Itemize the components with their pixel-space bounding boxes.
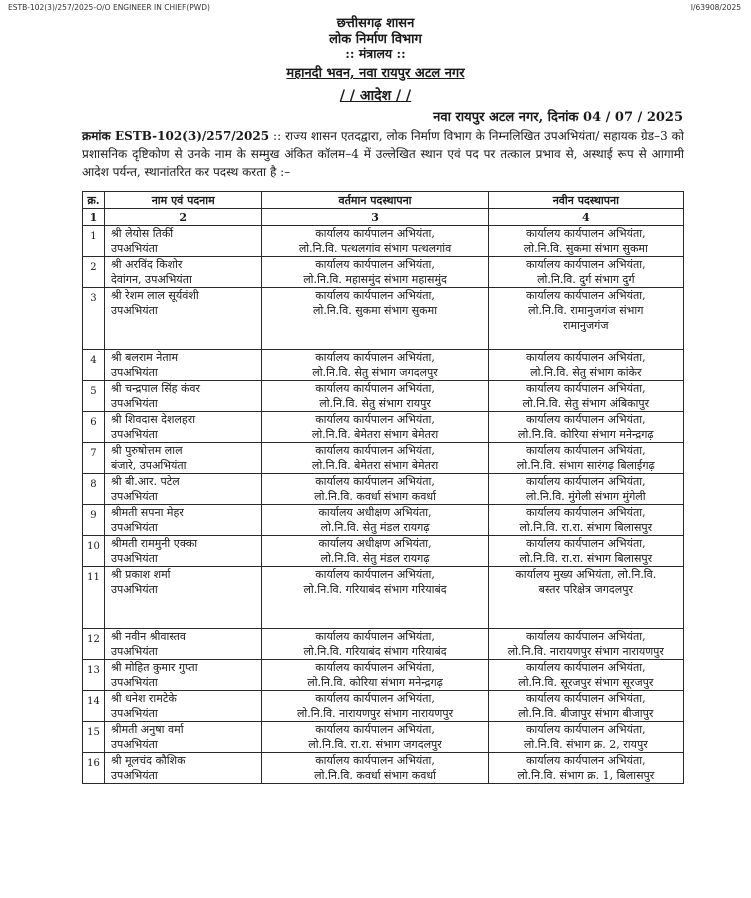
employee-cell xyxy=(104,381,262,412)
new-division: लो.नि.वि. संभाग क्र. 1, बिलासपुर xyxy=(517,769,655,782)
new-office: कार्यालय मुख्य अभियंता, लो.नि.वि. xyxy=(515,568,657,581)
new-office: कार्यालय कार्यपालन अभियंता, xyxy=(525,723,646,736)
table-row xyxy=(83,257,684,288)
serial-number: 9 xyxy=(83,505,105,536)
new-office: कार्यालय कार्यपालन अभियंता, xyxy=(525,258,646,271)
current-office: कार्यालय कार्यपालन अभियंता, xyxy=(315,630,435,643)
col-header-current: वर्तमान पदस्थापना xyxy=(262,192,488,209)
employee-designation: उपअभियंता xyxy=(110,769,158,782)
current-posting-cell xyxy=(262,412,488,443)
table-row xyxy=(83,722,684,753)
table-row xyxy=(83,412,684,443)
current-division: लो.नि.वि. सेतु मंडल रायगढ़ xyxy=(320,521,430,534)
current-division: लो.नि.वि. सेतु संभाग रायपुर xyxy=(319,397,431,410)
serial-number: 8 xyxy=(83,474,105,505)
current-division: लो.नि.वि. गरियाबंद संभाग गरियाबंद xyxy=(303,583,447,596)
current-office: कार्यालय कार्यपालन अभियंता, xyxy=(315,413,435,426)
new-posting-cell xyxy=(488,257,683,288)
new-office: कार्यालय कार्यपालन अभियंता, xyxy=(525,351,646,364)
current-office: कार्यालय अधीक्षण अभियंता, xyxy=(318,506,432,519)
document-reference: ESTB-102(3)/257/2025-O/O ENGINEER IN CHIEF(PWD) xyxy=(8,3,210,12)
current-posting-cell xyxy=(262,722,488,753)
col-number: 1 xyxy=(83,209,105,226)
new-division: लो.नि.वि. संभाग क्र. 2, रायपुर xyxy=(523,738,648,751)
new-division: लो.नि.वि. रामानुजगंज संभाग xyxy=(528,304,644,317)
current-posting-cell xyxy=(262,567,488,629)
table-row xyxy=(83,567,684,629)
employee-designation: उपअभियंता xyxy=(110,738,158,751)
current-posting-cell xyxy=(262,536,488,567)
current-office: कार्यालय कार्यपालन अभियंता, xyxy=(315,258,435,271)
employee-cell xyxy=(104,505,262,536)
current-posting-cell xyxy=(262,226,488,257)
employee-name: श्रीमती अनुषा वर्मा xyxy=(110,723,184,736)
new-division-cont: रामानुजगंज xyxy=(563,319,609,332)
transfer-table xyxy=(82,191,684,784)
new-division: लो.नि.वि. कोरिया संभाग मनेन्द्रगढ़ xyxy=(518,428,654,441)
new-office: कार्यालय कार्यपालन अभियंता, xyxy=(525,289,646,302)
order-text: :: राज्य शासन एतदद्वारा, लोक निर्माण विभाग के निम्नलिखित उपअभियंता/ सहायक ग्रेड–3 को प्रशासनिक दृष्टिकोण से उनके नाम के सम्मुख अंकित कॉलम–4 में उल्लेखित स्थान एवं पद पर तत्काल प्रभाव से, अस्थाई रूप से आगामी आदेश पर्यन्त, स्थानांतरित कर पदस्थ करता है :– xyxy=(82,129,684,179)
table-row xyxy=(83,381,684,412)
table-row xyxy=(83,350,684,381)
table-row xyxy=(83,753,684,784)
employee-designation: देवांगन, उपअभियंता xyxy=(110,273,192,286)
current-office: कार्यालय कार्यपालन अभियंता, xyxy=(315,568,435,581)
employee-name: श्रीमती राममुनी एक्का xyxy=(110,537,198,550)
new-posting-cell xyxy=(488,505,683,536)
employee-name: श्री बी.आर. पटेल xyxy=(110,475,180,488)
current-office: कार्यालय कार्यपालन अभियंता, xyxy=(315,289,435,302)
new-office: कार्यालय कार्यपालन अभियंता, xyxy=(525,506,646,519)
employee-cell xyxy=(104,350,262,381)
serial-number: 11 xyxy=(83,567,105,629)
employee-cell xyxy=(104,257,262,288)
col-number: 2 xyxy=(104,209,262,226)
current-office: कार्यालय कार्यपालन अभियंता, xyxy=(315,475,435,488)
new-posting-cell xyxy=(488,226,683,257)
serial-number: 3 xyxy=(83,288,105,350)
employee-name: श्री धनेश रामटेके xyxy=(110,692,177,705)
employee-name: श्री मूलचंद कौशिक xyxy=(110,754,186,767)
serial-number: 10 xyxy=(83,536,105,567)
serial-number: 7 xyxy=(83,443,105,474)
current-division: लो.नि.वि. कवर्धा संभाग कवर्धा xyxy=(314,769,436,782)
header-department: लोक निर्माण विभाग xyxy=(329,32,422,47)
new-division: लो.नि.वि. बीजापुर संभाग बीजापुर xyxy=(518,707,654,720)
current-division: लो.नि.वि. कवर्धा संभाग कवर्धा xyxy=(314,490,436,503)
employee-cell xyxy=(104,629,262,660)
employee-cell xyxy=(104,474,262,505)
new-posting-cell xyxy=(488,629,683,660)
employee-designation: उपअभियंता xyxy=(110,397,158,410)
serial-number: 1 xyxy=(83,226,105,257)
current-office: कार्यालय अधीक्षण अभियंता, xyxy=(318,537,432,550)
current-division: लो.नि.वि. कोरिया संभाग मनेन्द्रगढ़ xyxy=(307,676,443,689)
employee-designation: उपअभियंता xyxy=(110,490,158,503)
order-title-text: / / आदेश / / xyxy=(339,88,412,104)
table-row xyxy=(83,288,684,350)
new-posting-cell xyxy=(488,381,683,412)
current-posting-cell xyxy=(262,288,488,350)
new-office: कार्यालय कार्यपालन अभियंता, xyxy=(525,413,646,426)
employee-cell xyxy=(104,753,262,784)
new-office: कार्यालय कार्यपालन अभियंता, xyxy=(525,227,646,240)
new-division: लो.नि.वि. रा.रा. संभाग बिलासपुर xyxy=(519,552,653,565)
table-row xyxy=(83,474,684,505)
employee-name: श्रीमती सपना मेहर xyxy=(110,506,184,519)
serial-number: 2 xyxy=(83,257,105,288)
table-row xyxy=(83,629,684,660)
current-division: लो.नि.वि. रा.रा. संभाग जगदलपुर xyxy=(308,738,442,751)
employee-cell xyxy=(104,567,262,629)
col-header-new: नवीन पदस्थापना xyxy=(488,192,683,209)
current-office: कार्यालय कार्यपालन अभियंता, xyxy=(315,351,435,364)
current-posting-cell xyxy=(262,753,488,784)
new-posting-cell xyxy=(488,474,683,505)
new-division: लो.नि.वि. सूरजपुर संभाग सूरजपुर xyxy=(518,676,654,689)
current-posting-cell xyxy=(262,505,488,536)
employee-name: श्री प्रकाश शर्मा xyxy=(110,568,171,581)
new-division: लो.नि.वि. मुंगेली संभाग मुंगेली xyxy=(526,490,646,503)
header-state: छत्तीसगढ़ शासन xyxy=(336,16,415,31)
new-posting-cell xyxy=(488,350,683,381)
employee-name: श्री अरविंद किशोर xyxy=(110,258,183,271)
table-row xyxy=(83,226,684,257)
new-division: लो.नि.वि. सुकमा संभाग सुकमा xyxy=(523,242,648,255)
col-number: 3 xyxy=(262,209,488,226)
current-division: लो.नि.वि. नारायणपुर संभाग नारायणपुर xyxy=(296,707,454,720)
serial-number: 13 xyxy=(83,660,105,691)
order-paragraph xyxy=(82,127,684,181)
new-office: कार्यालय कार्यपालन अभियंता, xyxy=(525,630,646,643)
new-office: कार्यालय कार्यपालन अभियंता, xyxy=(525,444,646,457)
current-division: लो.नि.वि. सेतु संभाग जगदलपुर xyxy=(312,366,438,379)
new-office: कार्यालय कार्यपालन अभियंता, xyxy=(525,537,646,550)
col-number: 4 xyxy=(488,209,683,226)
table-row xyxy=(83,691,684,722)
table-row xyxy=(83,443,684,474)
serial-number: 16 xyxy=(83,753,105,784)
current-division: लो.नि.वि. बेमेतरा संभाग बेमेतरा xyxy=(311,459,439,472)
employee-name: श्री रेशम लाल सूर्यवंशी xyxy=(110,289,199,302)
employee-name: श्री चन्द्रपाल सिंह कंवर xyxy=(110,382,201,395)
employee-cell xyxy=(104,226,262,257)
employee-designation: उपअभियंता xyxy=(110,304,158,317)
employee-name: श्री शिवदास देशलहरा xyxy=(110,413,196,426)
col-header-name: नाम एवं पदनाम xyxy=(104,192,262,209)
employee-name: श्री लेयोस तिर्की xyxy=(110,227,174,240)
document-code: I/63908/2025 xyxy=(690,3,741,12)
current-division: लो.नि.वि. पत्थलगांव संभाग पत्थलगांव xyxy=(298,242,452,255)
serial-number: 15 xyxy=(83,722,105,753)
current-posting-cell xyxy=(262,691,488,722)
employee-name: श्री पुरुषोत्तम लाल xyxy=(110,444,183,457)
table-colnum-row xyxy=(83,209,684,226)
employee-cell xyxy=(104,691,262,722)
employee-designation: बंजारे, उपअभियंता xyxy=(110,459,187,472)
new-division: लो.नि.वि. रा.रा. संभाग बिलासपुर xyxy=(519,521,653,534)
serial-number: 6 xyxy=(83,412,105,443)
current-office: कार्यालय कार्यपालन अभियंता, xyxy=(315,382,435,395)
employee-name: श्री बलराम नेताम xyxy=(110,351,179,364)
new-posting-cell xyxy=(488,288,683,350)
new-office: कार्यालय कार्यपालन अभियंता, xyxy=(525,692,646,705)
employee-designation: उपअभियंता xyxy=(110,645,158,658)
new-posting-cell xyxy=(488,443,683,474)
col-header-sn: क्र. xyxy=(83,192,105,209)
employee-name: श्री मोहित कुमार गुप्ता xyxy=(110,661,198,674)
employee-designation: उपअभियंता xyxy=(110,242,158,255)
new-division: लो.नि.वि. नारायणपुर संभाग नारायणपुर xyxy=(507,645,664,658)
serial-number: 12 xyxy=(83,629,105,660)
serial-number: 14 xyxy=(83,691,105,722)
new-division: लो.नि.वि. सेतु संभाग अंबिकापुर xyxy=(522,397,650,410)
table-row xyxy=(83,505,684,536)
new-posting-cell xyxy=(488,660,683,691)
new-division: बस्तर परिक्षेत्र जगदलपुर xyxy=(538,583,633,596)
employee-cell xyxy=(104,288,262,350)
new-division: लो.नि.वि. दुर्ग संभाग दुर्ग xyxy=(537,273,635,286)
order-number: क्रमांक ESTB-102(3)/257/2025 xyxy=(82,129,270,143)
employee-cell xyxy=(104,660,262,691)
new-posting-cell xyxy=(488,567,683,629)
current-posting-cell xyxy=(262,350,488,381)
current-posting-cell xyxy=(262,443,488,474)
employee-designation: उपअभियंता xyxy=(110,552,158,565)
employee-cell xyxy=(104,536,262,567)
employee-designation: उपअभियंता xyxy=(110,428,158,441)
current-office: कार्यालय कार्यपालन अभियंता, xyxy=(315,444,435,457)
new-posting-cell xyxy=(488,412,683,443)
serial-number: 4 xyxy=(83,350,105,381)
current-division: लो.नि.वि. बेमेतरा संभाग बेमेतरा xyxy=(311,428,439,441)
current-posting-cell xyxy=(262,257,488,288)
employee-designation: उपअभियंता xyxy=(110,707,158,720)
new-office: कार्यालय कार्यपालन अभियंता, xyxy=(525,475,646,488)
current-posting-cell xyxy=(262,660,488,691)
current-office: कार्यालय कार्यपालन अभियंता, xyxy=(315,692,435,705)
new-posting-cell xyxy=(488,753,683,784)
table-row xyxy=(83,660,684,691)
order-title xyxy=(0,86,751,105)
current-division: लो.नि.वि. सेतु मंडल रायगढ़ xyxy=(320,552,430,565)
table-header-row xyxy=(83,192,684,209)
employee-designation: उपअभियंता xyxy=(110,521,158,534)
employee-designation: उपअभियंता xyxy=(110,583,158,596)
new-office: कार्यालय कार्यपालन अभियंता, xyxy=(525,661,646,674)
current-posting-cell xyxy=(262,629,488,660)
new-office: कार्यालय कार्यपालन अभियंता, xyxy=(525,754,646,767)
current-posting-cell xyxy=(262,381,488,412)
new-posting-cell xyxy=(488,536,683,567)
table-row xyxy=(83,536,684,567)
new-division: लो.नि.वि. संभाग सारंगढ़ बिलाईगढ़ xyxy=(516,459,655,472)
new-division: लो.नि.वि. सेतु संभाग कांकेर xyxy=(530,366,642,379)
employee-cell xyxy=(104,412,262,443)
header-address-text: महानदी भवन, नवा रायपुर अटल नगर xyxy=(286,66,465,81)
new-posting-cell xyxy=(488,722,683,753)
new-office: कार्यालय कार्यपालन अभियंता, xyxy=(525,382,646,395)
employee-cell xyxy=(104,443,262,474)
employee-cell xyxy=(104,722,262,753)
serial-number: 5 xyxy=(83,381,105,412)
header-ministry: :: मंत्रालय :: xyxy=(345,46,406,61)
current-division: लो.नि.वि. सुकमा संभाग सुकमा xyxy=(313,304,438,317)
date-line: नवा रायपुर अटल नगर, दिनांक 04 / 07 / 2025 xyxy=(433,110,683,125)
current-office: कार्यालय कार्यपालन अभियंता, xyxy=(315,754,435,767)
header-address xyxy=(0,63,751,81)
employee-designation: उपअभियंता xyxy=(110,366,158,379)
current-division: लो.नि.वि. गरियाबंद संभाग गरियाबंद xyxy=(303,645,447,658)
employee-designation: उपअभियंता xyxy=(110,676,158,689)
current-posting-cell xyxy=(262,474,488,505)
new-posting-cell xyxy=(488,691,683,722)
current-office: कार्यालय कार्यपालन अभियंता, xyxy=(315,227,435,240)
current-office: कार्यालय कार्यपालन अभियंता, xyxy=(315,723,435,736)
current-office: कार्यालय कार्यपालन अभियंता, xyxy=(315,661,435,674)
current-division: लो.नि.वि. महासमुंद संभाग महासमुंद xyxy=(303,273,447,286)
employee-name: श्री नवीन श्रीवास्तव xyxy=(110,630,187,643)
